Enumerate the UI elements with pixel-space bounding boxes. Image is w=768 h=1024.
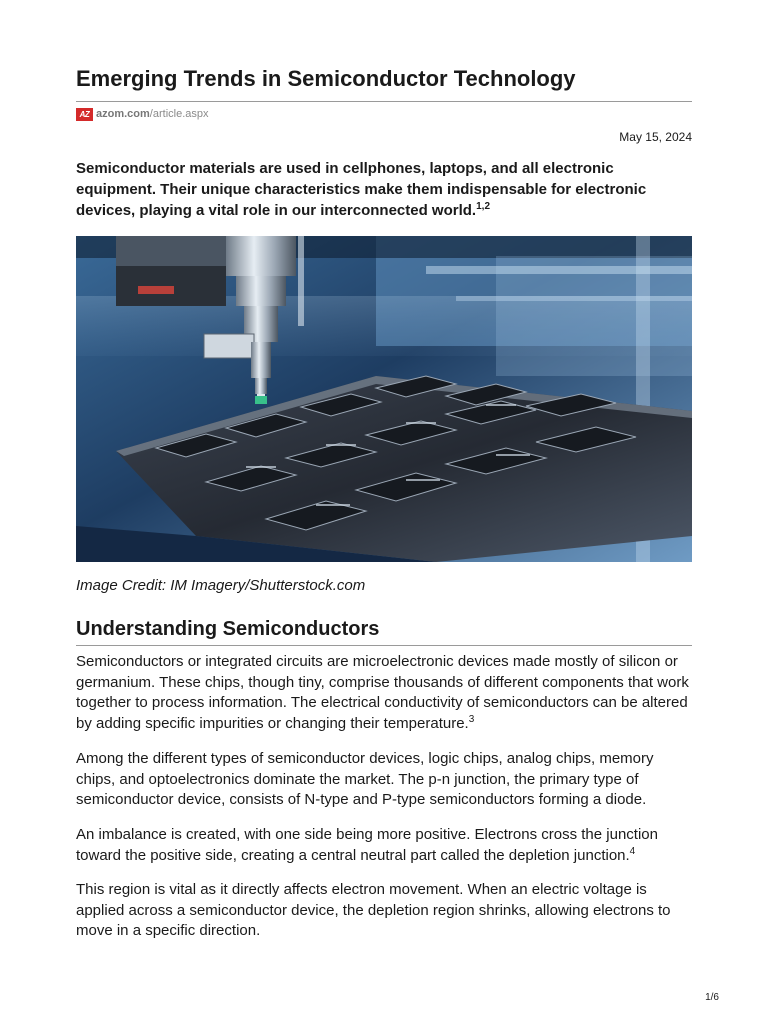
image-caption: Image Credit: IM Imagery/Shutterstock.com <box>76 577 366 594</box>
article-image <box>76 236 692 562</box>
paragraph-text: This region is vital as it directly affects electron movement. When an electric voltage is applied across a semiconductor device, the depletion region shrinks, allowing electrons to move in a specific direction. <box>76 881 671 939</box>
section-heading: Understanding Semiconductors <box>76 618 380 640</box>
paragraph-text: An imbalance is created, with one side being more positive. Electrons cross the junction toward the positive side, creating a central neutral part called the depletion junction. <box>76 826 658 864</box>
paragraph-reference: 4 <box>629 845 636 857</box>
paragraph-reference: 3 <box>468 713 475 725</box>
azom-logo-icon: AZ <box>76 108 93 121</box>
lead-reference: 1,2 <box>476 201 491 212</box>
paragraph-text: Semiconductors or integrated circuits are microelectronic devices made mostly of silicon or germanium. These chips, though tiny, comprise thousands of different components that work together to process information. The electrical conductivity of semiconductors can be altered by adding specific impurities or changing their temperature. <box>76 653 689 732</box>
body-paragraph <box>76 825 694 866</box>
semiconductor-wafer-machine-photo-icon <box>76 236 692 562</box>
lead-paragraph <box>76 158 692 221</box>
body-paragraph <box>76 880 694 942</box>
title-divider <box>76 101 692 102</box>
section-divider <box>76 645 692 646</box>
article-title: Emerging Trends in Semiconductor Technology <box>76 66 576 91</box>
paragraph-text: Among the different types of semiconductor devices, logic chips, analog chips, memory chips, and optoelectronics dominate the market. The p-n junction, the primary type of semiconductor device, consists of N-type and P-type semiconductors forming a diode. <box>76 750 654 808</box>
source-line[interactable] <box>76 107 209 121</box>
body-paragraph <box>76 652 694 734</box>
lead-text: Semiconductor materials are used in cellphones, laptops, and all electronic equipment. Their unique characteristics make them indispensable for electronic devices, playing a vital role in our interconnected world. <box>76 160 647 219</box>
body-paragraph <box>76 749 694 811</box>
page-number: 1/6 <box>705 992 719 1003</box>
source-domain[interactable]: azom.com <box>96 108 150 120</box>
source-path[interactable]: /article.aspx <box>149 108 209 120</box>
publish-date: May 15, 2024 <box>619 130 692 144</box>
